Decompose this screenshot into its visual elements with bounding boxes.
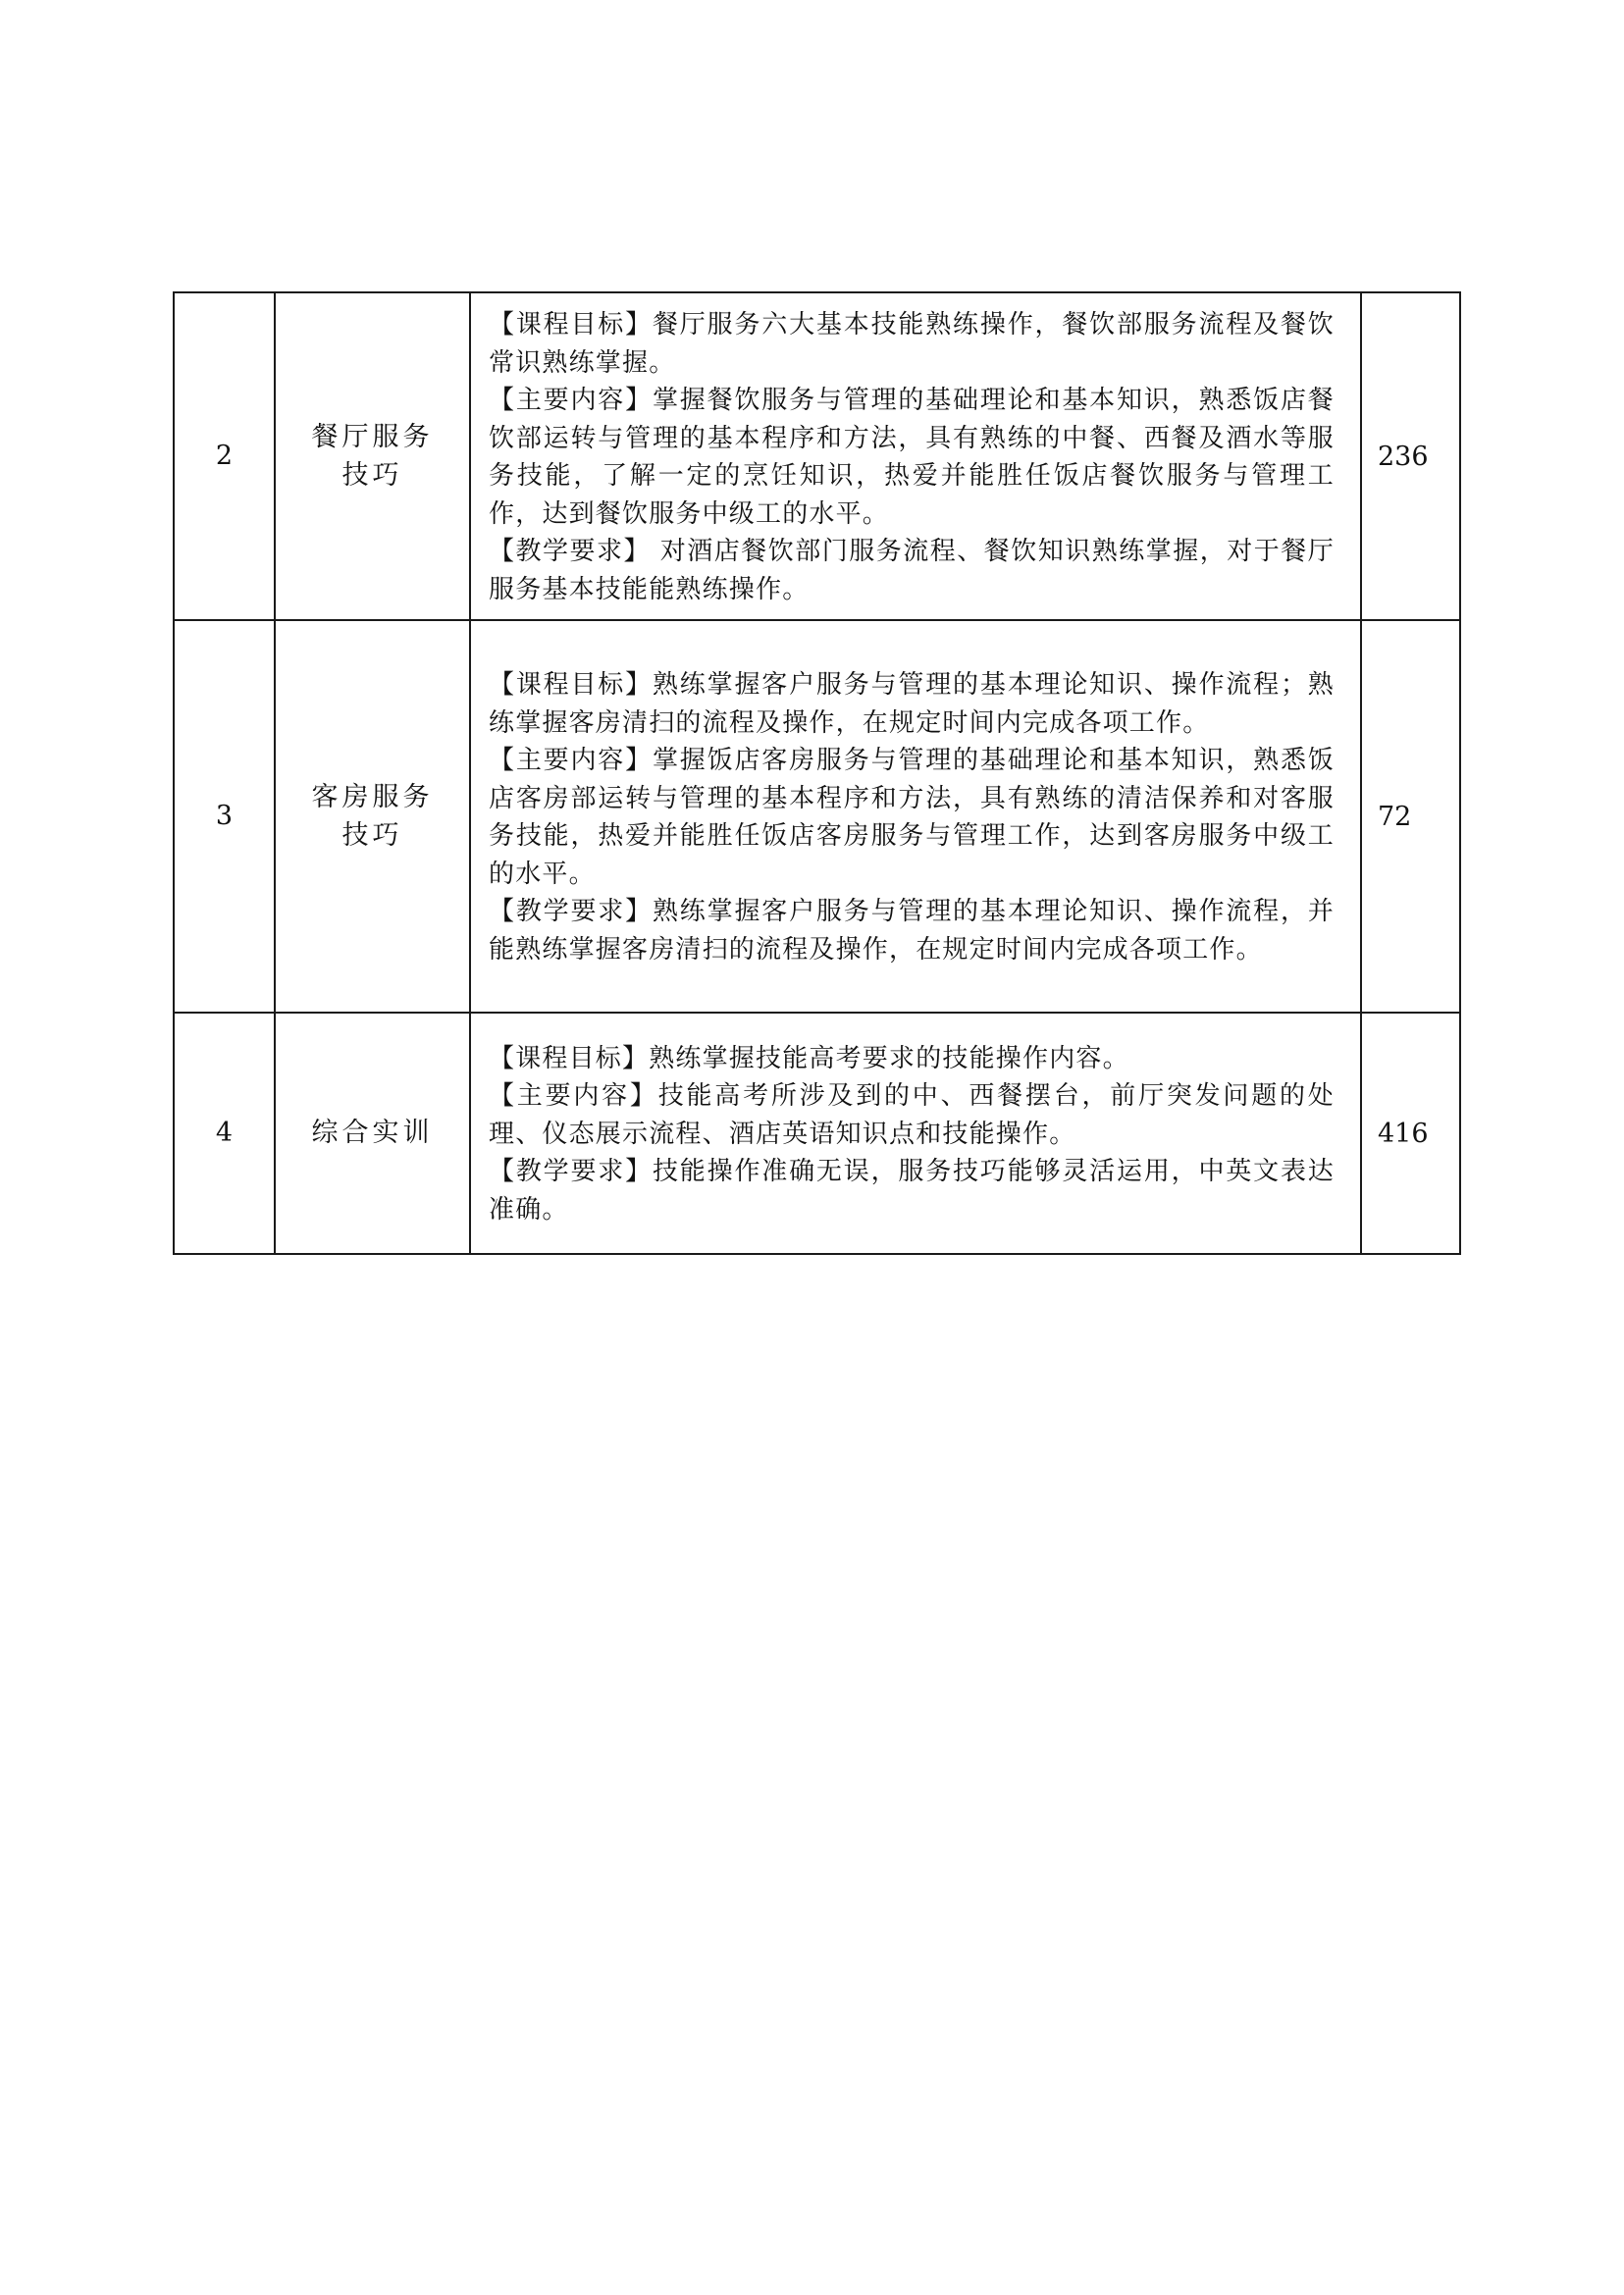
course-number: 3 <box>174 620 275 1013</box>
course-description <box>470 620 1361 1013</box>
course-objective: 【课程目标】熟练掌握客户服务与管理的基本理论知识、操作流程；熟练掌握客房清扫的流程及操作，在规定时间内完成各项工作。 <box>489 670 1335 738</box>
course-teaching-requirement: 【教学要求】 对酒店餐饮部门服务流程、餐饮知识熟练掌握，对于餐厅服务基本技能能熟练操作。 <box>489 537 1335 604</box>
course-name: 餐厅服务技巧 <box>311 421 434 491</box>
course-main-content: 【主要内容】掌握饭店客房服务与管理的基础理论和基本知识，熟悉饭店客房部运转与管理的基本程序和方法，具有熟练的清洁保养和对客服务技能，热爱并能胜任饭店客房服务与管理工作，达到客房服务中级工的水平。 <box>489 746 1335 889</box>
course-number: 4 <box>174 1013 275 1254</box>
course-main-content: 【主要内容】掌握餐饮服务与管理的基础理论和基本知识，熟悉饭店餐饮部运转与管理的基本程序和方法，具有熟练的中餐、西餐及酒水等服务技能，了解一定的烹饪知识，热爱并能胜任饭店餐饮服务与管理工作，达到餐饮服务中级工的水平。 <box>489 386 1335 529</box>
course-teaching-requirement: 【教学要求】熟练掌握客户服务与管理的基本理论知识、操作流程，并能熟练掌握客房清扫的流程及操作，在规定时间内完成各项工作。 <box>489 897 1335 965</box>
course-hours: 72 <box>1361 620 1460 1013</box>
course-table <box>173 291 1461 1255</box>
course-number: 2 <box>174 292 275 620</box>
course-hours: 416 <box>1361 1013 1460 1254</box>
course-objective: 【课程目标】餐厅服务六大基本技能熟练操作，餐饮部服务流程及餐饮常识熟练掌握。 <box>489 310 1335 378</box>
course-description <box>470 292 1361 620</box>
course-name-cell <box>275 620 470 1013</box>
course-teaching-requirement: 【教学要求】技能操作准确无误，服务技巧能够灵活运用，中英文表达准确。 <box>489 1157 1335 1225</box>
course-main-content: 【主要内容】技能高考所涉及到的中、西餐摆台，前厅突发问题的处理、仪态展示流程、酒店英语知识点和技能操作。 <box>489 1081 1335 1149</box>
table-row <box>174 620 1460 1013</box>
table-row <box>174 1013 1460 1254</box>
course-description <box>470 1013 1361 1254</box>
course-name-cell <box>275 292 470 620</box>
course-hours: 236 <box>1361 292 1460 620</box>
course-name: 综合实训 <box>311 1118 434 1148</box>
course-objective: 【课程目标】熟练掌握技能高考要求的技能操作内容。 <box>489 1043 1129 1073</box>
course-name-cell <box>275 1013 470 1254</box>
course-name: 客房服务技巧 <box>311 781 434 851</box>
table-row <box>174 292 1460 620</box>
